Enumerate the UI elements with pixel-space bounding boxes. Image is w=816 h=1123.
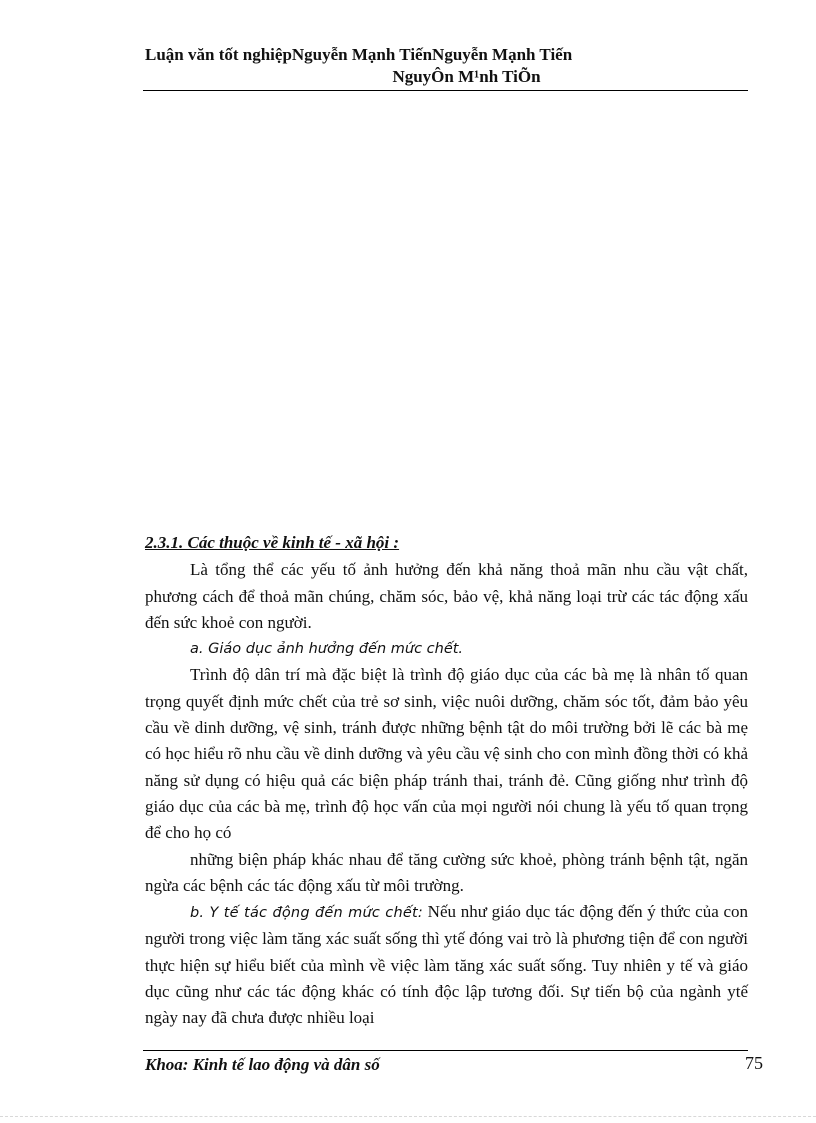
subheading-a: a. Giáo dục ảnh hưởng đến mức chết.: [190, 641, 464, 658]
page-header: [145, 44, 748, 88]
header-title-line-2: NguyÔn M¹nh TiÕn: [392, 67, 541, 86]
paragraph-a: Trình độ dân trí mà đặc biệt là trình độ giáo dục của các bà mẹ là nhân tố quan trọng quyết định mức chết của trẻ sơ sinh, việc nuôi dưỡng, chăm sóc tốt, đảm bảo yêu cầu về dinh dưỡng, vệ sinh, tránh được những bệnh tật do môi trường bởi lẽ các bà mẹ có học hiểu rõ nhu cầu về dinh dưỡng và yêu cầu vệ sinh cho con mình đồng thời có khả năng sử dụng có hiệu quả các biện pháp tránh thai, tránh đẻ. Cũng giống như trình độ giáo dục của các bà mẹ, trình độ học vấn của mọi người nói chung là yếu tố quan trọng để cho họ có: [145, 665, 748, 843]
section-heading: 2.3.1. Các thuộc về kinh tế - xã hội :: [145, 533, 400, 552]
header-divider: [143, 90, 748, 91]
page-number: 75: [745, 1053, 763, 1073]
document-body: [145, 530, 748, 1032]
paragraph-a-continued: những biện pháp khác nhau để tăng cường sức khoẻ, phòng tránh bệnh tật, ngăn ngừa các bệnh các tác động xấu từ môi trường.: [145, 849, 748, 895]
intro-paragraph: Là tổng thể các yếu tố ảnh hưởng đến khả năng thoả mãn nhu cầu vật chất, phương cách để thoả mãn chúng, chăm sóc, bảo vệ, khả năng loại trừ các tác động xấu đến sức khoẻ con người.: [145, 560, 748, 632]
paragraph-b-text: Nếu như giáo dục tác động đến ý thức của con người trong việc làm tăng xác suất sống thì ytế đóng vai trò là phương tiện để con người thực hiện sự hiểu biết của mình về việc làm tăng xác suất sống. Tuy nhiên y tế và giáo dục cũng như các tác động khác có tính độc lập tương đối. Sự tiến bộ của ngành ytế ngày nay đã chưa được nhiều loại: [145, 902, 749, 1028]
page-edge: [0, 1116, 816, 1117]
subheading-b: b. Y tế tác động đến mức chết:: [190, 905, 423, 922]
footer-divider: [143, 1050, 748, 1051]
paragraph-b: [145, 899, 748, 1031]
footer-department: Khoa: Kinh tế lao động và dân số: [145, 1055, 380, 1074]
header-title-line-1: Luận văn tốt nghiệpNguyễn Mạnh TiếnNguyễn Mạnh Tiến: [145, 45, 573, 64]
